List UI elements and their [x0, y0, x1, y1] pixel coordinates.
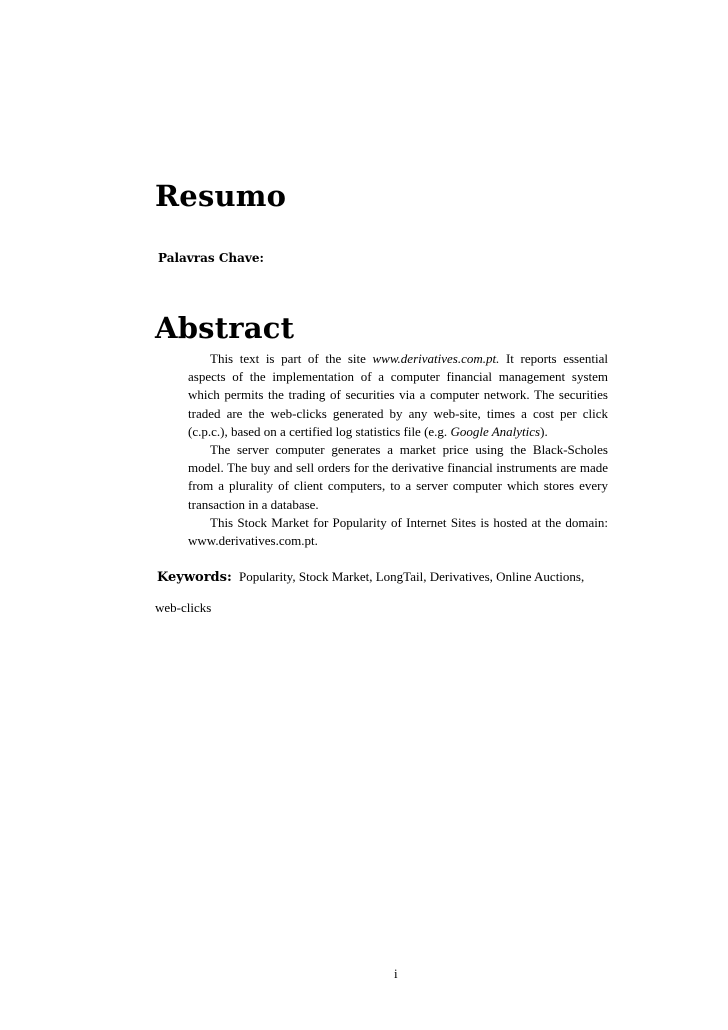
resumo-heading: Resumo	[155, 179, 287, 213]
abstract-heading: Abstract	[155, 311, 295, 345]
keywords-block	[157, 562, 641, 623]
abstract-p1-text-c: ).	[540, 423, 548, 439]
abstract-paragraph-2: The server computer generates a market price using the Black-Scholes model. The buy and sell orders for the derivative financial instruments are made from a plurality of client computers, to a server computer which stores every transaction in a database.	[188, 442, 608, 512]
keywords-label: Keywords:	[157, 570, 232, 585]
abstract-p1-text-a: This text is part of the site	[210, 351, 373, 366]
tool-reference: Google Analytics	[450, 423, 541, 439]
abstract-paragraph-3: This Stock Market for Popularity of Internet Sites is hosted at the domain: www.derivatives.com.pt.	[188, 514, 608, 549]
abstract-body	[188, 350, 608, 550]
keywords-list-continued: web-clicks	[155, 600, 212, 615]
palavras-chave-label: Palavras Chave:	[158, 251, 264, 265]
abstract-p1-text-b: It reports essential aspects of the implementation of a computer financial management system which permits the trading of securities via a computer network. The securities traded are the web-clicks generated by any web-site, times a cost per click (c.p.c.), based on a certified log statistics file (e.g.	[188, 351, 608, 439]
abstract-paragraph-1	[188, 350, 608, 441]
page-number: i	[394, 966, 398, 981]
site-reference: www.derivatives.com.pt.	[372, 351, 500, 366]
keywords-list: Popularity, Stock Market, LongTail, Derivatives, Online Auctions,	[239, 569, 585, 584]
